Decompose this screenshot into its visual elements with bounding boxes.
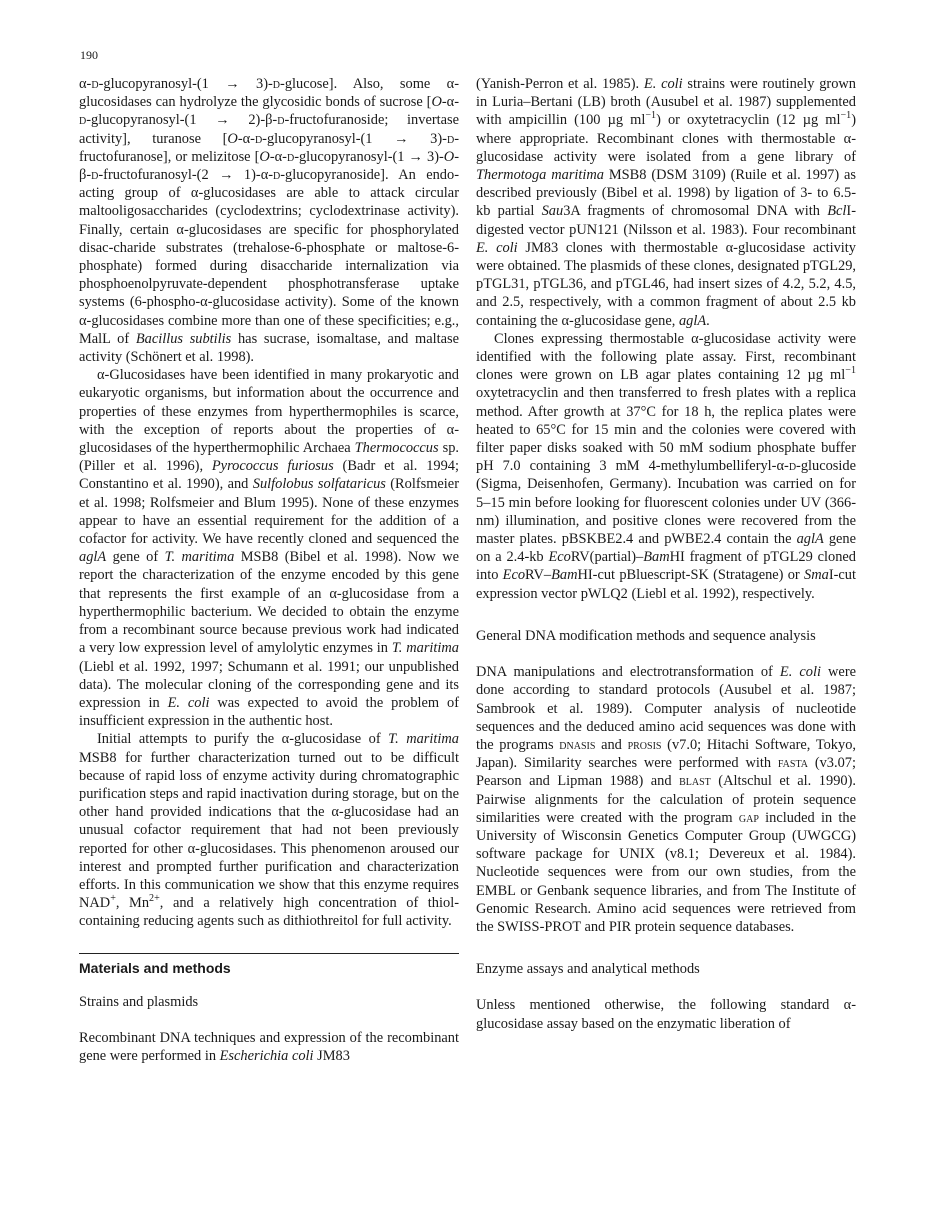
text-run: RV(partial)– [570,549,644,566]
text-run: prosis [627,736,662,753]
right-column [476,75,856,1033]
intro-paragraph-2 [79,366,459,730]
text-run: (v7.0; Hitachi Software, Tokyo, Japan). Similarity searches were performed with [476,736,856,772]
text-run: O [431,94,442,111]
text-run: aglA [678,312,707,329]
text-run: -β- [79,148,459,184]
text-run: E. coli [476,239,518,256]
text-run: oxytetracyclin and then transferred to fresh plates with a replica method. After growth at 37°C for 18 h, the replica plates were heated to 65°C for 15 min and the colonies were covered with filter paper disks soaked with 50 mM sodium phosphate buffer pH 7.0 containing 3 mM 4-methylumbelliferyl-α- [476,385,856,475]
text-run: T. maritima [388,731,459,748]
text-run: Initial attempts to purify the α-glucosidase of [97,731,389,748]
text-run: -fructofuranoside; invertase activity], turanose [ [79,112,460,147]
text-run: α-Glucosidases have been identified in many prokaryotic and eukaryotic organisms, but information about the occurrence and properties of these enzymes from hyperthermophiles is scarce, with the exception of reports about the properties of α-glucosidases of the hyperthermophilic Archaea [79,367,459,457]
text-run: 2+ [149,893,160,905]
text-run: (Yanish-Perron et al. 1985). [476,76,644,92]
text-run: -glucopyranosyl-(1 → 3)- [294,148,444,165]
text-run: d [254,130,263,147]
subheading-strains-plasmids: Strains and plasmids [79,993,199,1010]
text-run: blast [679,773,711,790]
text-run: O [443,148,455,165]
text-run: (Liebl et al. 1992, 1997; Schumann et al. 1991; our unpublished data). The molecular cloning of the corresponding gene and its expression in [79,658,459,711]
text-run: d [79,112,87,129]
text-run: has sucrase, isomaltase, and maltase activity (Schönert et al. 1998). [79,330,459,366]
text-run: d [286,148,295,165]
text-run: −1 [645,110,657,122]
text-run: −1 [840,110,852,122]
subheading-dna-methods: General DNA modification methods and sequence analysis [476,627,816,644]
text-run: −1 [845,365,856,377]
text-run: RV– [525,567,552,584]
text-run: E. coli [643,76,683,92]
enzyme-assays-paragraph [476,996,856,1032]
text-run: d [277,112,285,129]
text-run: JM83 [313,1047,350,1064]
dna-methods-paragraph [476,663,856,936]
text-run: HI fragment of pTGL29 cloned into [476,549,856,584]
text-run: Sau [541,203,564,220]
text-run: -glucose]. Also, some α-glucosidases can hydrolyze the glycosidic bonds of sucrose [ [79,76,459,111]
text-run: Bcl [827,203,847,220]
text-run: O [227,130,238,147]
text-run: (Altschul et al. 1990). Pairwise alignments for the calculation of protein sequence similarities were created with the program [476,773,856,826]
text-run: , and a relatively high concentration of thiol-containing reducing agents such as dithiothreitol for full activity. [79,895,459,930]
text-run: d [273,167,281,184]
text-run: sp. (Piller et al. 1996), [79,440,459,475]
text-run: was expected to avoid the problem of insufficient expression in the authentic host. [79,694,459,730]
text-run: ) where appropriate. Recombinant clones with thermostable α-glucosidase activity were isolated from a gene library of [476,112,856,165]
text-run: -α- [237,130,255,147]
text-run: , Mn [115,895,150,912]
text-run: gene of [106,549,165,566]
intro-paragraph-3 [79,730,459,930]
text-run: Bam [551,567,578,584]
text-run: Thermotoga maritima [476,167,604,184]
text-run: Bacillus subtilis [135,330,232,347]
left-column [79,75,459,1065]
text-run: α- [79,76,92,92]
text-run: -glucopyranoside]. An endo-acting group of α-glucosidases are able to attack circular maltooligosaccharides (cyclodextrins; cyclodextrinase activity). Finally, certain α-glucosidases are specific for phosphorylated disac-charide substrates (trehalose-6-phosphate or maltose-6-phosphate) formed during disaccharide internalization via phosphoenolpyruvate-dependent phosphotransferase uptake systems (6-phospho-α-glucosidase activity). Some of the known α-glucosidases combine more than one of these specificities; e.g., MalL of [79,167,459,347]
text-run: MSB8 for further characterization turned out to be difficult because of rapid loss of enzyme activity during chromatographic purification steps and rapid inactivation during storage, but on the other hand provided indications that the α-glucosidase had an unusual cofactor requirement that had not been previously reported for other α-glucosidases. This phenomenon aroused our interest and prompted further purification and characterization efforts. In this communication we show that this enzyme requires NAD [79,749,459,912]
text-run: -glucopyranosyl-(1 → 2)-β- [86,112,278,129]
text-run: I-digested vector pUN121 (Nilsson et al. 1983). Four recombinant [476,203,856,238]
text-run: aglA [796,531,824,548]
text-run: 3A fragments of chromosomal DNA with [563,203,828,220]
text-run: E. coli [167,694,210,711]
text-run: Escherichia coli [219,1047,314,1064]
text-run: gene on a 2.4-kb [476,531,856,566]
text-run: MSB8 (Bibel et al. 1998). Now we report the characterization of the enzyme encoded by this gene that represents the first example of an α-glucosidase from a hyperthermophilic bacterium. We decided to obtain the enzyme from a recombinant source because previous work had indicated a very low expression level of amylolytic enzymes in [79,549,459,657]
text-run: + [110,893,116,905]
text-run: Sulfolobus solfataricus [252,476,386,493]
text-run: and [595,736,628,753]
text-run: Eco [548,549,571,566]
strains-paragraph-continued [476,75,856,330]
text-run: Sma [804,567,829,584]
subheading-enzyme-assays: Enzyme assays and analytical methods [476,961,700,978]
text-run: d [788,458,797,475]
text-run: O [259,148,270,165]
text-run: Eco [502,567,526,584]
section-divider [79,953,459,954]
text-run: were done according to standard protocols (Ausubel et al. 1987; Sambrook et al. 1989). Computer analysis of nucleotide sequences and the deduced amino acid sequences was done with the programs [476,664,856,753]
text-run: ) or oxytetracyclin (12 µg ml [656,112,841,129]
intro-paragraph-1 [79,75,459,366]
text-run: (v3.07; Pearson and Lipman 1988) and [476,755,856,790]
text-run: I-cut expression vector pWLQ2 (Liebl et al. 1992), respectively. [476,567,856,602]
text-run: Thermococcus [354,440,439,457]
text-run: d [91,76,99,92]
text-run: DNA manipulations and electrotransformation of [476,664,780,681]
text-run: (Rolfsmeier et al. 1998; Rolfsmeier and Blum 1995). None of these enzymes appear to have an essential requirement for the addition of a cofactor for activity. We have recently cloned and sequenced the [79,476,459,548]
text-run: -glucopyranosyl-(1 → 3)- [98,76,273,92]
text-run: strains were routinely grown in Luria–Bertani (LB) broth (Ausubel et al. 1987) supplemented with ampicillin (100 µg ml [476,76,856,129]
text-run: Unless mentioned otherwise, the following standard α-glucosidase assay based on the enzymatic liberation of [476,997,856,1032]
text-run: -α- [269,148,287,165]
page-number: 190 [80,48,98,62]
text-run: aglA [79,549,107,566]
text-run: T. maritima [164,549,235,566]
text-run: gap [738,809,759,826]
text-run: Pyrococcus furiosus [211,458,334,475]
text-run: MSB8 (DSM 3109) (Ruile et al. 1997) as described previously (Bibel et al. 1998) by ligation of 3- to 6.5-kb partial [476,167,856,220]
section-heading: Materials and methods [79,959,231,976]
text-run: d [272,76,281,92]
text-run: -fructofuranose], or melizitose [ [79,130,459,165]
text-run: Clones expressing thermostable α-glucosidase activity were identified with the following plate assay. First, recombinant clones were grown on LB agar plates containing 12 µg ml [476,330,856,384]
text-run: d [91,167,99,184]
text-run: E. coli [779,664,821,681]
text-run: d [446,130,455,147]
text-run: (Badr et al. 1994; Constantino et al. 1990), and [79,458,460,493]
text-run: -α- [441,94,459,111]
text-run: -glucoside (Sigma, Deisenhofen, Germany). Incubation was carried on for 5–15 min before looking for fluorescent colonies under UV (366-nm) illumination, and positive clones were recovered from the master plates. pBSKBE2.4 and pWBE2.4 contain the [476,458,856,548]
text-run: . [706,312,710,329]
text-run: fasta [777,755,808,772]
text-run: -glucopyranosyl-(1 → 3)- [262,130,447,147]
text-run: HI-cut pBluescript-SK (Stratagene) or [577,567,805,584]
plate-assay-paragraph [476,330,856,603]
text-run: JM83 clones with thermostable α-glucosidase activity were obtained. The plasmids of these clones, designated pTGL29, pTGL31, pTGL36, and pTGL46, had insert sizes of 4.2, 5.2, 4.5, and 2.5, respectively, with a common fragment of about 2.5 kb containing the α-glucosidase gene, [476,239,856,329]
text-run: -fructofuranosyl-(2 → 1)-α- [98,167,274,184]
text-run: Bam [643,549,670,566]
text-run: dnasis [559,736,596,753]
text-run: included in the University of Wisconsin Genetics Computer Group (UWGCG) software package for UNIX (v8.1; Devereux et al. 1984). Nucleotide sequences were from our own studies, from the EMBL or Genbank sequence libraries, and from The Institute of Genomic Research. Amino acid sequences were retrieved from the SWISS-PROT and PIR protein sequence databases. [476,809,856,935]
text-run: T. maritima [391,640,460,657]
strains-paragraph [79,1029,459,1065]
text-run: Recombinant DNA techniques and expression of the recombinant gene were performed in [79,1029,459,1064]
